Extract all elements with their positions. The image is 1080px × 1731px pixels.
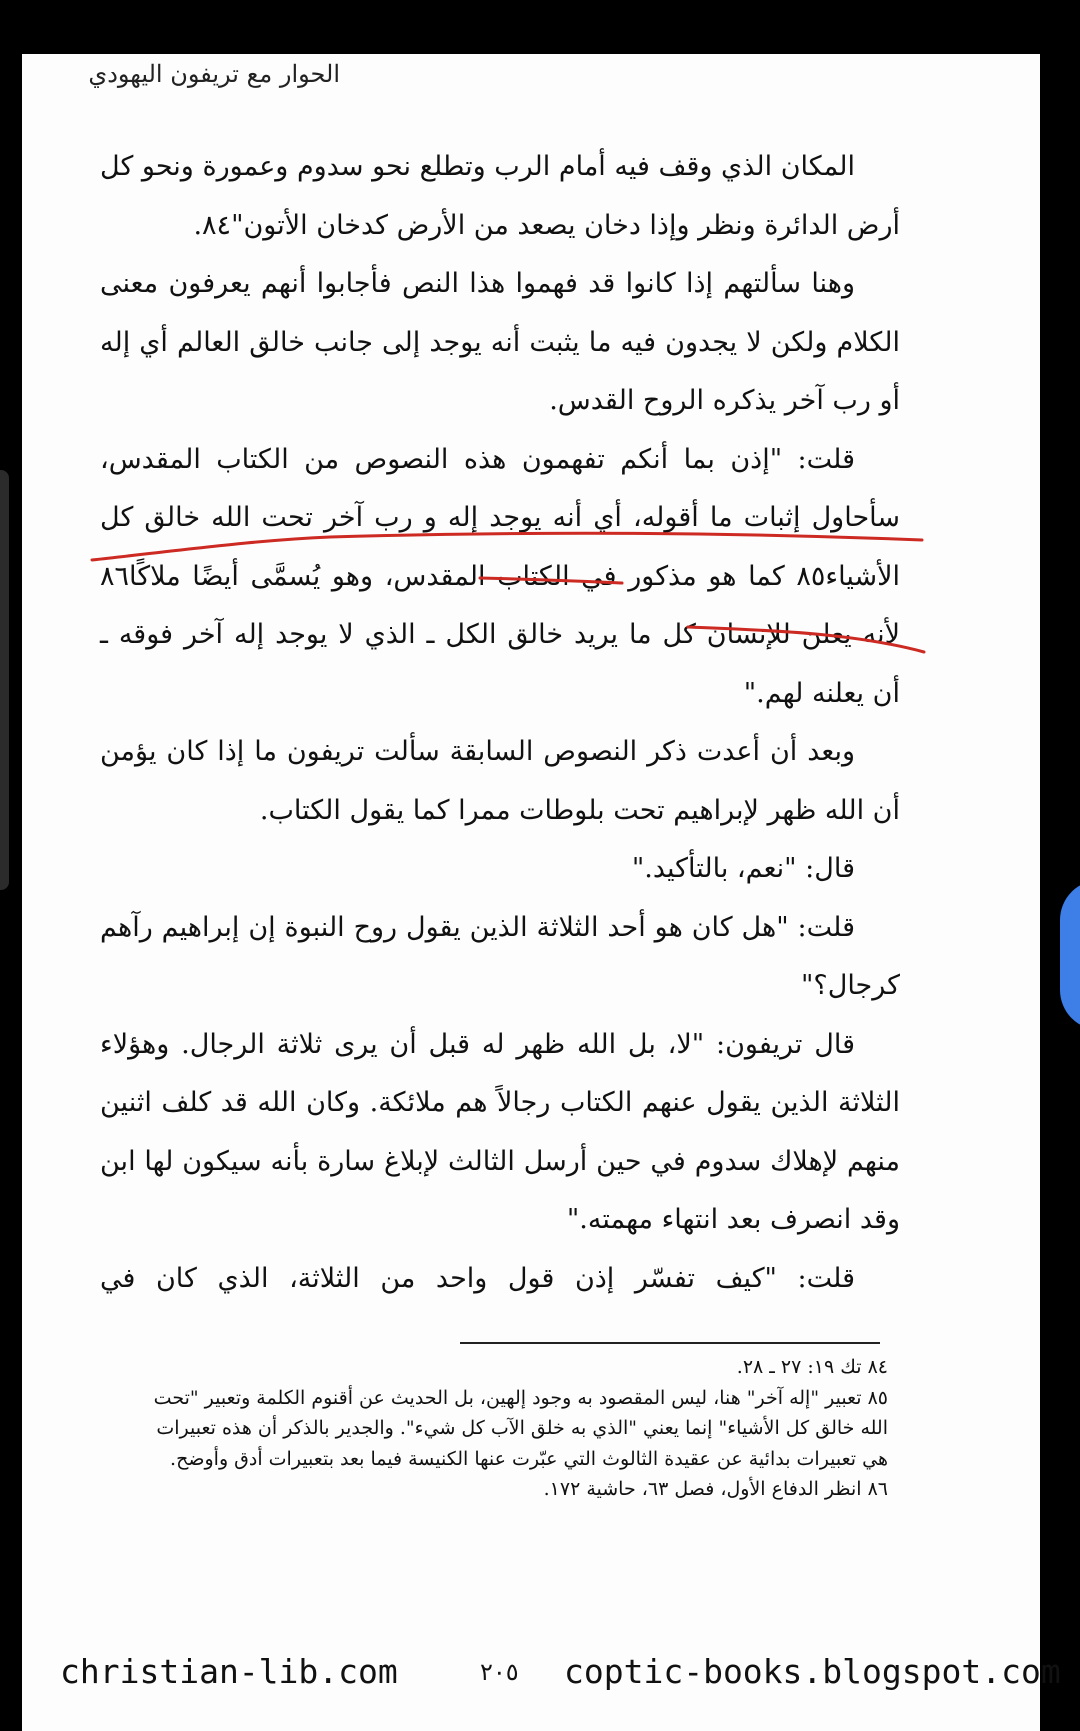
footnote-divider: [460, 1342, 880, 1344]
footnote-84: ٨٤ تك ١٩: ٢٧ ـ ٢٨.: [736, 1356, 888, 1378]
paragraph: قلت: "إذن بما أنكم تفهمون هذه النصوص من الكتاب المقدس، سأحاول إثبات ما أقوله، أي أنه يوجد إله و رب آخر تحت الله خالق كل الأشياء٨٥ كما هو مذكور في الكتاب المقدس، وهو يُسمَّى أيضًا ملاكًا٨٦ لأنه يعلن للإنسان كل ما يريد خالق الكل ـ الذي لا يوجد إله آخر فوقه ـ أن يعلنه لهم.": [100, 443, 900, 709]
scroll-handle[interactable]: [0, 470, 9, 890]
edge-panel-tab[interactable]: [1060, 880, 1080, 1030]
body-text: [100, 138, 900, 1308]
footnote-85: ٨٥ تعبير "إله آخر" هنا، ليس المقصود به وجود إلهين، بل الحديث عن أقنوم الكلمة وتعبير "تحت الله خالق كل الأشياء" إنما يعني "الذي به خلق الآب كل شيء". والجدير بالذكر أن هذه تعبيرات هي تعبيرات بدائية عن عقيدة الثالوث التي عبّرت عنها الكنيسة فيما بعد بتعبيرات أدق وأوضح.: [153, 1386, 888, 1470]
running-title: الحوار مع تريفون اليهودي: [88, 60, 340, 88]
watermark-site-right: coptic-books.blogspot.com: [564, 1652, 1061, 1691]
footnote-86: ٨٦ انظر الدفاع الأول، فصل ٦٣، حاشية ١٧٢.: [543, 1478, 888, 1500]
paragraph: قلت: "هل كان هو أحد الثلاثة الذين يقول روح النبوة إن إبراهيم رآهم كرجال؟": [100, 911, 900, 1001]
paragraph: قال تريفون: "لا، بل الله ظهر له قبل أن يرى ثلاثة الرجال. وهؤلاء الثلاثة الذين يقول عنهم الكتاب رجالاً هم ملائكة. وكان الله قد كلف اثنين منهم لإهلاك سدوم في حين أرسل الثالث لإبلاغ سارة بأنه سيكون لها ابن وقد انصرف بعد انتهاء مهمته.": [100, 1028, 900, 1235]
paragraph: وبعد أن أعدت ذكر النصوص السابقة سألت تريفون ما إذا كان يؤمن أن الله ظهر لإبراهيم تحت بلوطات ممرا كما يقول الكتاب.: [100, 736, 900, 826]
page-number: ٢٠٥: [480, 1658, 519, 1686]
paragraph: قال: "نعم، بالتأكيد.": [631, 853, 855, 884]
paragraph: المكان الذي وقف فيه أمام الرب وتطلع نحو سدوم وعمورة ونحو كل أرض الدائرة ونظر وإذا دخان يصعد من الأرض كدخان الأتون"٨٤.: [100, 151, 900, 241]
footnotes: [128, 1352, 888, 1505]
watermark-site-left: christian-lib.com: [60, 1652, 398, 1691]
paragraph: وهنا سألتهم إذا كانوا قد فهموا هذا النص فأجابوا أنهم يعرفون معنى الكلام ولكن لا يجدون فيه ما يثبت أنه يوجد إلى جانب خالق العالم أي إله أو رب آخر يذكره الروح القدس.: [100, 268, 900, 416]
paragraph: قلت: "كيف تفسّر إذن قول واحد من الثلاثة، الذي كان في: [100, 1262, 855, 1294]
